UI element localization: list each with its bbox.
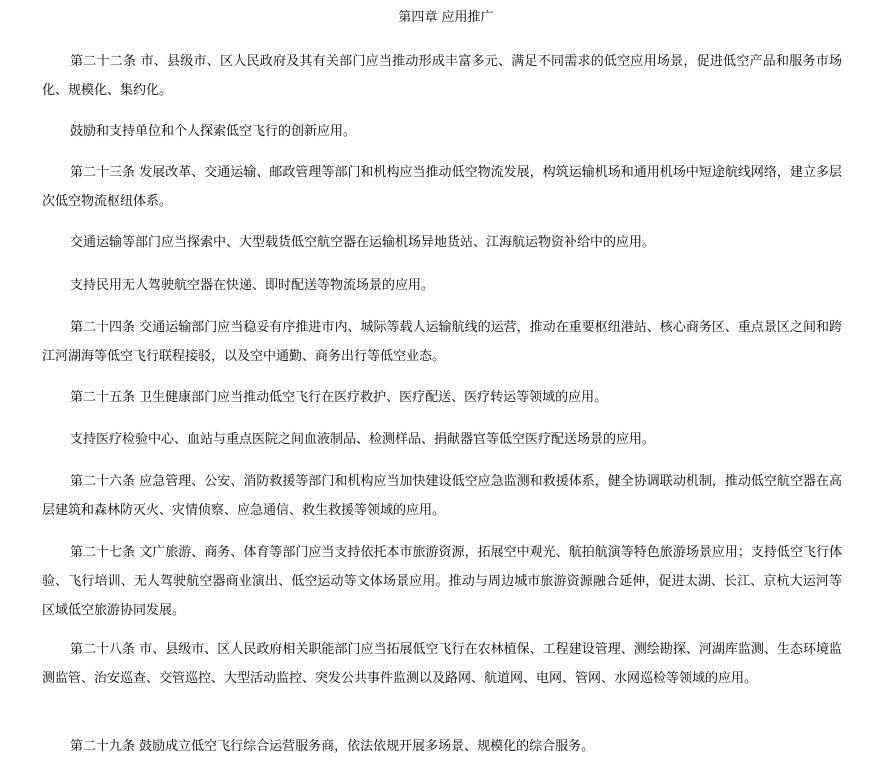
paragraph-article-23-cargo: 交通运输等部门应当探索中、大型载货低空航空器在运输机场异地货站、江海航运物资补给中的应用。: [70, 235, 656, 250]
paragraph-article-22: 第二十二条 市、县级市、区人民政府及其有关部门应当推动形成丰富多元、满足不同需求的低空应用场景，促进低空产品和服务市场化、规模化、集约化。: [42, 54, 842, 98]
paragraph-article-22-innovation: 鼓励和支持单位和个人探索低空飞行的创新应用。: [70, 124, 357, 139]
paragraph-article-25: 第二十五条 卫生健康部门应当推动低空飞行在医疗救护、医疗配送、医疗转运等领域的应用。: [70, 390, 608, 405]
chapter-title: 第四章 应用推广: [398, 10, 494, 25]
paragraph-article-27: 第二十七条 文广旅游、商务、体育等部门应当支持依托本市旅游资源，拓展空中观光、航拍航演等特色旅游场景应用；支持低空飞行体验、飞行培训、无人驾驶航空器商业演出、低空运动等文体场景应用。推动与周边城市旅游资源融合延伸，促进太湖、长江、京杭大运河等区域低空旅游协同发展。: [42, 545, 842, 618]
paragraph-article-23: 第二十三条 发展改革、交通运输、邮政管理等部门和机构应当推动低空物流发展，构筑运输机场和通用机场中短途航线网络，建立多层次低空物流枢纽体系。: [42, 165, 842, 209]
paragraph-article-24: 第二十四条 交通运输部门应当稳妥有序推进市内、城际等载人运输航线的运营，推动在重要枢纽港站、核心商务区、重点景区之间和跨江河湖海等低空飞行联程接驳，以及空中通勤、商务出行等低空业态。: [42, 320, 842, 364]
paragraph-article-29: 第二十九条 鼓励成立低空飞行综合运营服务商，依法依规开展多场景、规模化的综合服务。: [70, 739, 595, 754]
paragraph-article-23-delivery: 支持民用无人驾驶航空器在快递、即时配送等物流场景的应用。: [70, 278, 435, 293]
paragraph-article-25-medical: 支持医疗检验中心、血站与重点医院之间血液制品、检测样品、捐献器官等低空医疗配送场景的应用。: [70, 432, 656, 447]
paragraph-article-26: 第二十六条 应急管理、公安、消防救援等部门和机构应当加快建设低空应急监测和救援体系，健全协调联动机制，推动低空航空器在高层建筑和森林防灭火、灾情侦察、应急通信、救生救援等领域的应用。: [42, 474, 842, 518]
paragraph-article-28: 第二十八条 市、县级市、区人民政府相关职能部门应当拓展低空飞行在农林植保、工程建设管理、测绘勘探、河湖库监测、生态环境监测监管、治安巡查、交管巡控、大型活动监控、突发公共事件监测以及路网、航道网、电网、管网、水网巡检等领域的应用。: [42, 642, 842, 686]
